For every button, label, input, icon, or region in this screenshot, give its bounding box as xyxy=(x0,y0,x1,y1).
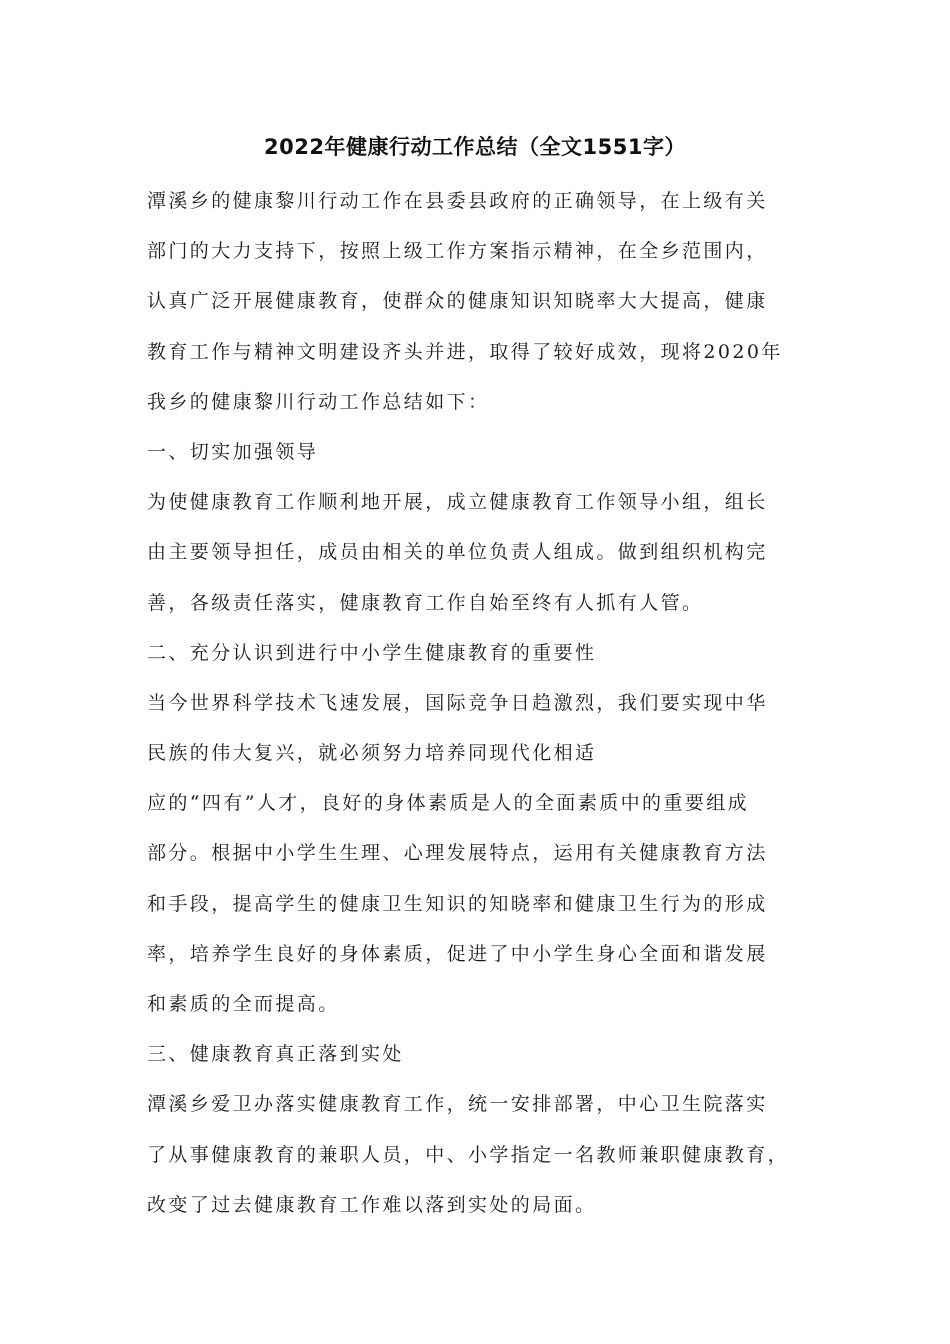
paragraph-line: 由主要领导担任，成员由相关的单位负责人组成。做到组织机构完 xyxy=(147,541,768,564)
paragraph-line: 认真广泛开展健康教育，使群众的健康知识知晓率大大提高，健康 xyxy=(147,290,768,313)
paragraph-line: 和素质的全而提高。 xyxy=(147,993,340,1015)
paragraph-line: 潭溪乡爱卫办落实健康教育工作，统一安排部署，中心卫生院落实 xyxy=(147,1093,768,1116)
paragraph-line: 了从事健康教育的兼职人员，中、小学指定一名教师兼职健康教育， xyxy=(147,1143,790,1166)
paragraph-line: 应的“四有”人才，良好的身体素质是人的全面素质中的重要组成 xyxy=(147,792,750,815)
paragraph-line: 为使健康教育工作顺利地开展，成立健康教育工作领导小组，组长 xyxy=(147,491,768,514)
paragraph-line: 教育工作与精神文明建设齐头并进，取得了较好成效，现将2020年 xyxy=(147,340,783,363)
paragraph-line: 改变了过去健康教育工作难以落到实处的局面。 xyxy=(147,1193,597,1216)
paragraph-line: 部分。根据中小学生生理、心理发展特点，运用有关健康教育方法 xyxy=(147,842,768,865)
paragraph-line: 当今世界科学技术飞速发展，国际竞争日趋激烈，我们要实现中华 xyxy=(147,691,768,714)
section-heading: 三、健康教育真正落到实处 xyxy=(147,1043,404,1066)
paragraph-line: 民族的伟大复兴，就必须努力培养同现代化相适 xyxy=(147,742,597,765)
document-body xyxy=(147,185,827,1239)
paragraph-line: 部门的大力支持下，按照上级工作方案指示精神，在全乡范围内， xyxy=(147,240,768,263)
document-title: 2022年健康行动工作总结（全文1551字） xyxy=(264,135,686,159)
section-heading: 二、充分认识到进行中小学生健康教育的重要性 xyxy=(147,641,597,664)
paragraph-line: 潭溪乡的健康黎川行动工作在县委县政府的正确领导，在上级有关 xyxy=(147,190,768,212)
paragraph-line: 和手段，提高学生的健康卫生知识的知晓率和健康卫生行为的形成 xyxy=(147,892,768,915)
paragraph-line: 我乡的健康黎川行动工作总结如下： xyxy=(147,390,490,413)
section-heading: 一、切实加强领导 xyxy=(147,440,319,463)
paragraph-line: 率，培养学生良好的身体素质，促进了中小学生身心全面和谐发展 xyxy=(147,942,768,965)
paragraph-line: 善，各级责任落实，健康教育工作自始至终有人抓有人管。 xyxy=(147,591,704,614)
